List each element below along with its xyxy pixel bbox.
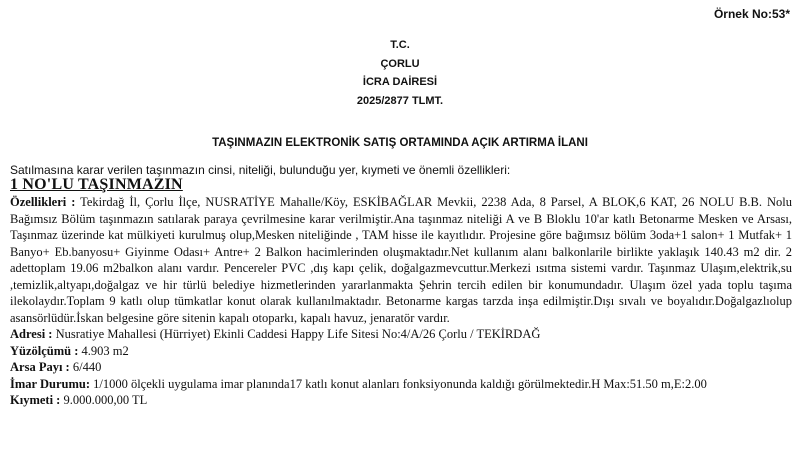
- header-line-tc: T.C.: [390, 39, 410, 51]
- land-share-label: Arsa Payı :: [10, 360, 70, 374]
- header-line-file-number: 2025/2877 TLMT.: [356, 94, 444, 107]
- zoning-label: İmar Durumu:: [10, 376, 90, 391]
- example-number: Örnek No:53*: [713, 7, 790, 21]
- value-amount: 9.000.000,00 TL: [60, 393, 148, 407]
- zoning-value: 1/1000 ölçekli uygulama imar planında17 katlı konut alanları fonksiyonunda kaldığı görülmektedir.H Max:51.50 m,E:2.00: [89, 376, 707, 391]
- address-row: [10, 326, 792, 343]
- area-value: 4.903 m2: [78, 343, 129, 358]
- features-label: Özellikleri :: [10, 195, 76, 209]
- announcement-title: TAŞINMAZIN ELEKTRONİK SATIŞ ORTAMINDA AÇIK ARTIRMA İLANI: [212, 137, 588, 149]
- area-row: [10, 343, 792, 360]
- property-details: [10, 194, 792, 409]
- land-share-value: 6/440: [69, 360, 102, 374]
- features-paragraph: [10, 194, 792, 326]
- land-share-row: [10, 359, 792, 376]
- property-heading: 1 NO'LU TAŞINMAZIN: [10, 176, 183, 193]
- area-label: Yüzölçümü :: [10, 343, 79, 358]
- value-label: Kıymeti :: [10, 393, 61, 407]
- address-value: Nusratiye Mahallesi (Hürriyet) Ekinli Caddesi Happy Life Sitesi No:4/A/26 Çorlu / TEKİRDAĞ: [52, 327, 541, 341]
- document-header: [0, 36, 800, 110]
- intro-text: Satılmasına karar verilen taşınmazın cinsi, niteliği, bulunduğu yer, kıymeti ve önemli özellikleri:: [10, 163, 511, 177]
- header-line-office: İCRA DAİRESİ: [362, 76, 438, 88]
- features-text: Tekirdağ İl, Çorlu İlçe, NUSRATİYE Mahalle/Köy, ESKİBAĞLAR Mevkii, 2238 Ada, 8 Parsel, A BLOK,6 KAT, 26 NOLU B.B. Nolu Bağımsız Bölüm taşınmazın satılarak paraya çevrilmesine karar verilmiştir.Ana taşınmaz niteliği A ve B Bloklu 10'ar katlı Betonarme Mesken ve Arsası, Taşınmaz üzerinde kat mülkiyeti kurulmuş olup,Mesken niteliğinde , TAM hisse ile kayıtlıdır. Projesine göre bağımsız bölüm 3oda+1 salon+ 1 Mutfak+ 1 Banyo+ Eb.banyosu+ Giyinme Odası+ Antre+ 2 Balkon hacimlerinden oluşmaktadır.Net kullanım alanı balkonlarile birlikte yaklaşık 140.43 m2 dir. 2 adettoplam 19.06 m2balkon alanı vardır. Pencereler PVC ,dış kapı çelik, doğalgazmevcuttur.Merkezi ısıtma sistemi vardır. Taşınmaz Ulaşım,elektrik,su ,temizlik,altyapı,doğalgaz ve hir türlü belediye hizmetlerinden yararlanmakta Şehrin tercih edilen bir konumundadır. Ulaşım özel yada toplu taşıma ilekolaydır.Toplam 9 katlı olup tümkatlar konut olarak kullanılmaktadır. Betonarme kargas tarzda inşa edilmiştir.Dışı sıvalı ve boyalıdır.Doğalgazlıolup asansörlüdür.İskan belgesine göre sitenin kapalı otoparkı, kapalı havuz, jenaratör vardır.: [10, 195, 792, 325]
- zoning-row: [10, 376, 792, 393]
- header-line-city: ÇORLU: [380, 57, 420, 70]
- address-label: Adresi :: [10, 327, 53, 341]
- value-row: [10, 392, 792, 409]
